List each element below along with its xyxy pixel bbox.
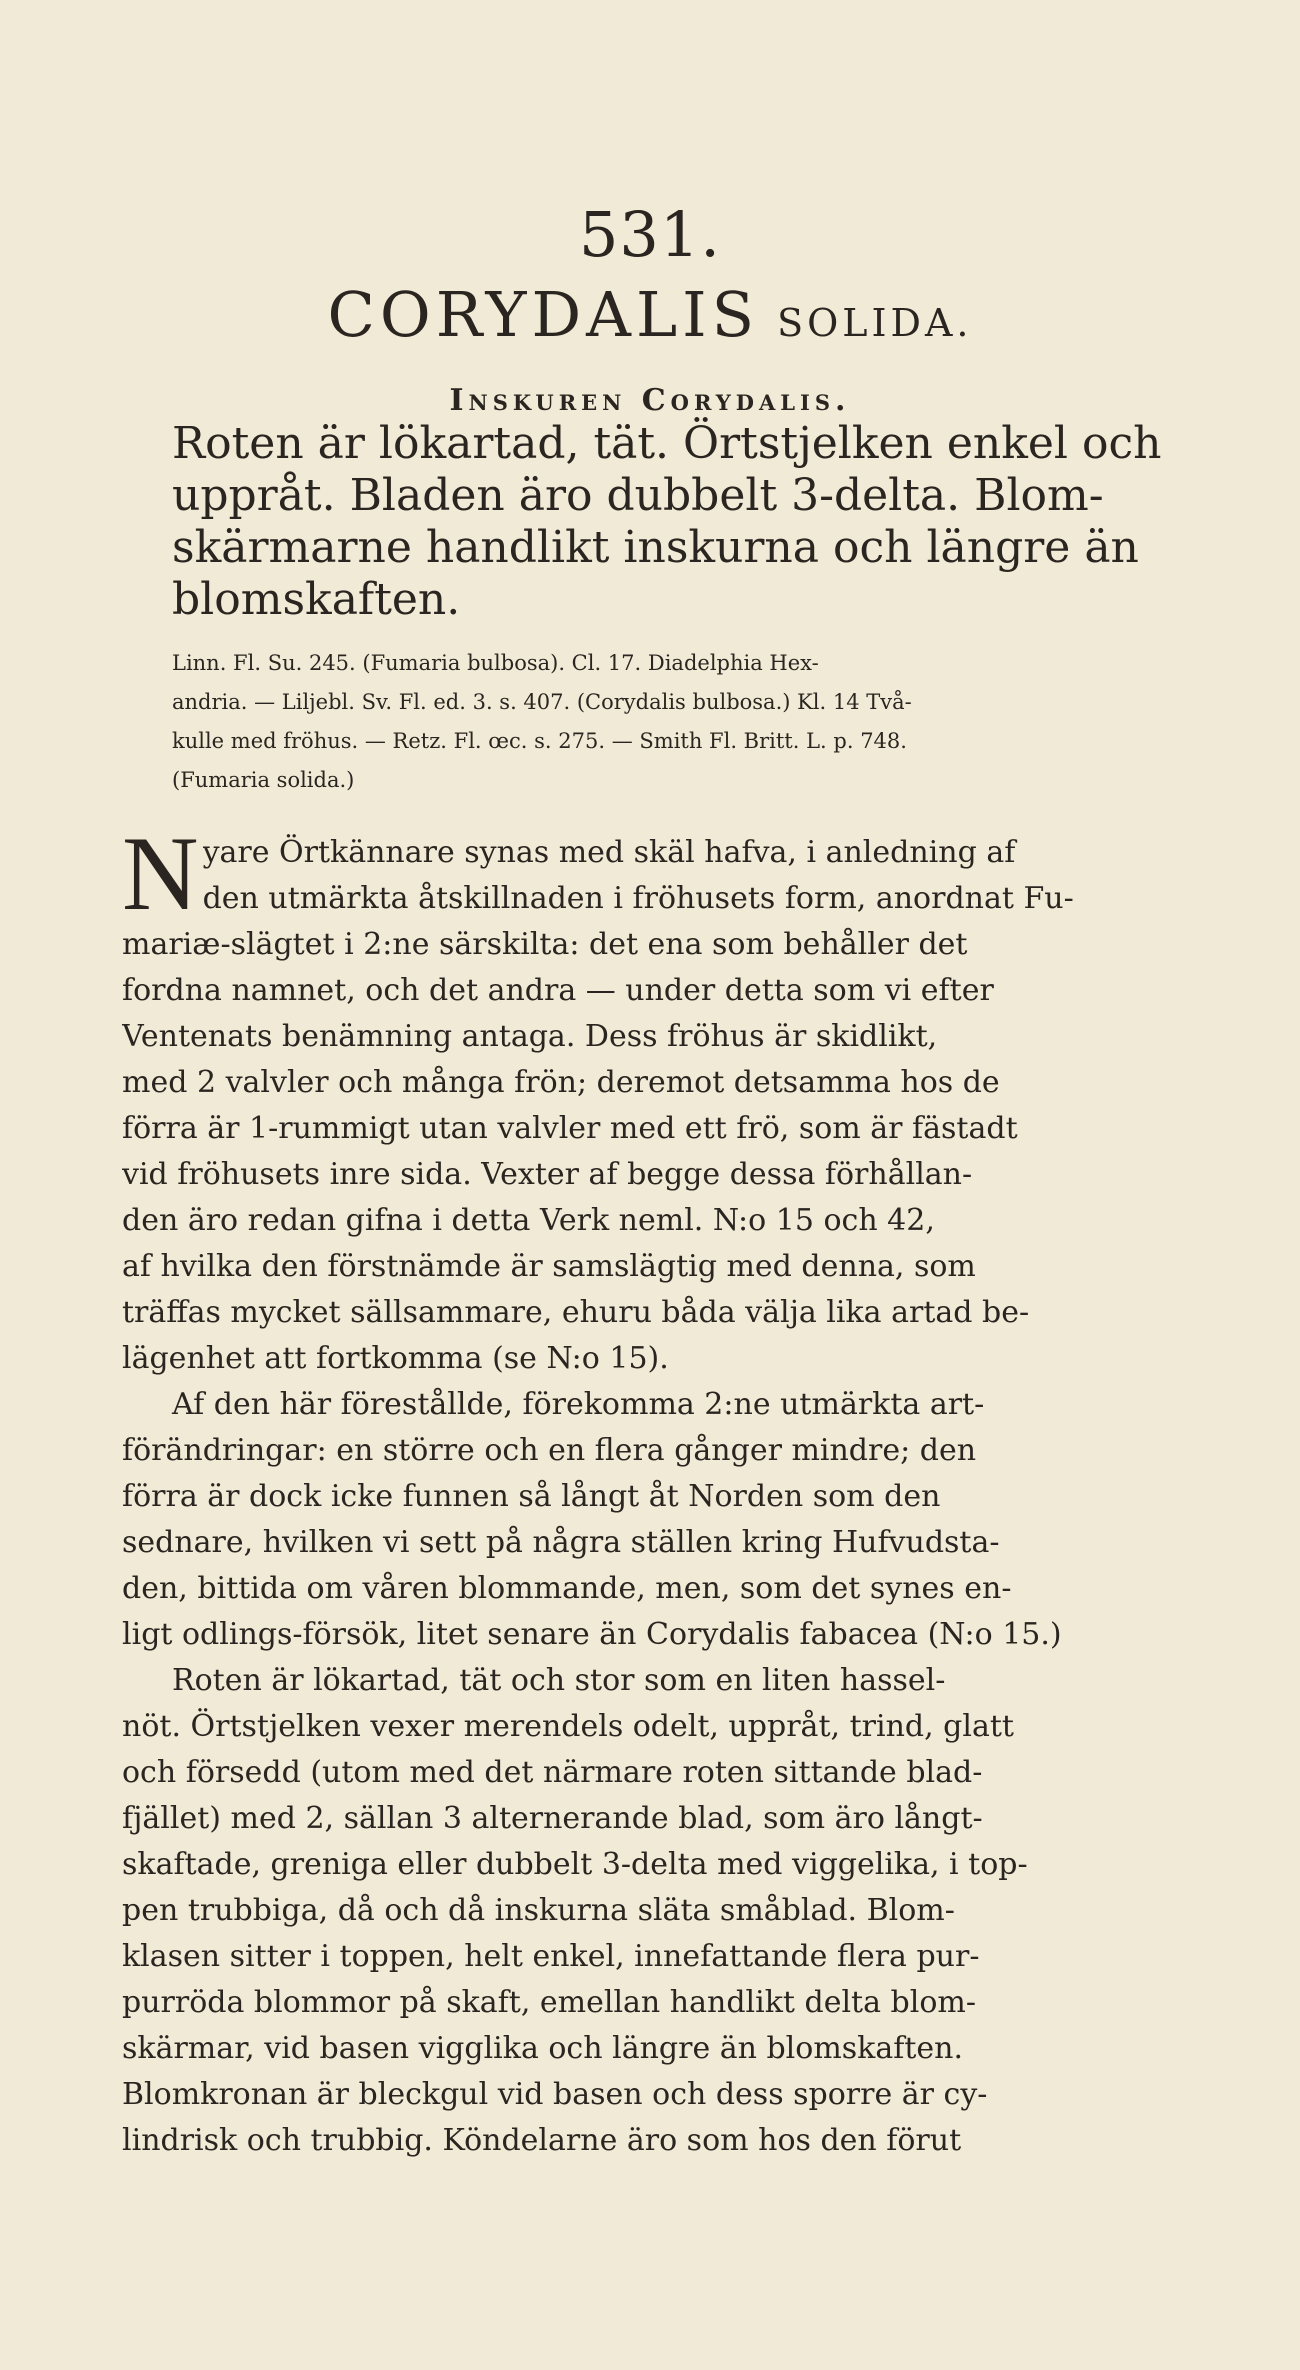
body-line: förra är dock icke funnen så långt åt Norden som den xyxy=(122,1479,941,1514)
title-genus: CORYDALIS xyxy=(327,278,760,351)
vernacular-name: Inskuren Corydalis. xyxy=(449,383,851,418)
body-line: den utmärkta åtskillnaden i fröhusets form, anordnat Fu- xyxy=(202,881,1074,916)
description-text xyxy=(122,815,1292,2164)
body-line: Roten är lökartad, tät och stor som en liten hassel- xyxy=(172,1663,946,1698)
body-line: lindrisk och trubbig. Köndelarne äro som hos den förut xyxy=(122,2123,962,2158)
body-line: fordna namnet, och det andra — under detta som vi efter xyxy=(122,973,994,1008)
body-line: fjället) med 2, sällan 3 alternerande blad, som äro långt- xyxy=(122,1801,983,1836)
body-line: yare Örtkännare synas med skäl hafva, i anledning af xyxy=(202,835,1016,870)
reference-line: kulle med fröhus. — Retz. Fl. œc. s. 275. — Smith Fl. Britt. L. p. 748. xyxy=(172,729,907,753)
body-line: pen trubbiga, då och då inskurna släta småblad. Blom- xyxy=(122,1893,955,1928)
body-line: och försedd (utom med det närmare roten sittande blad- xyxy=(122,1755,983,1790)
title-species: SOLIDA. xyxy=(777,301,973,345)
body-line: klasen sitter i toppen, helt enkel, innefattande flera pur- xyxy=(122,1939,980,1974)
body-line: Ventenats benämning antaga. Dess fröhus är skidlikt, xyxy=(122,1019,938,1054)
body-line: den, bittida om våren blommande, men, som det synes en- xyxy=(122,1571,1012,1606)
body-line: sednare, hvilken vi sett på några ställen kring Hufvudsta- xyxy=(122,1525,1000,1560)
body-line: träffas mycket sällsammare, ehuru båda välja lika artad be- xyxy=(122,1295,1030,1330)
body-line: med 2 valvler och många frön; deremot detsamma hos de xyxy=(122,1065,1000,1100)
references-block xyxy=(172,644,1287,800)
diagnosis-line: blomskaften. xyxy=(172,574,461,625)
body-line: förra är 1-rummigt utan valvler med ett frö, som är fästadt xyxy=(122,1111,1018,1146)
body-line: mariæ-slägtet i 2:ne särskilta: det ena som behåller det xyxy=(122,927,968,962)
body-line: den äro redan gifna i detta Verk neml. N:o 15 och 42, xyxy=(122,1203,935,1238)
page-number: 531. xyxy=(578,198,722,271)
reference-line: (Fumaria solida.) xyxy=(172,768,355,792)
body-line: Blomkronan är bleckgul vid basen och dess sporre är cy- xyxy=(122,2077,988,2112)
diagnosis-line: uppråt. Bladen äro dubbelt 3-delta. Blom- xyxy=(172,470,1104,521)
body-line: vid fröhusets inre sida. Vexter af begge dessa förhållan- xyxy=(122,1157,973,1192)
reference-line: andria. — Liljebl. Sv. Fl. ed. 3. s. 407. (Corydalis bulbosa.) Kl. 14 Två- xyxy=(172,690,912,714)
body-line: purröda blommor på skaft, emellan handlikt delta blom- xyxy=(122,1985,976,2020)
body-line: skaftade, greniga eller dubbelt 3-delta med viggelika, i top- xyxy=(122,1847,1028,1882)
body-line: lägenhet att fortkomma (se N:o 15). xyxy=(122,1341,669,1376)
body-line: förändringar: en större och en flera gånger mindre; den xyxy=(122,1433,977,1468)
body-line: nöt. Örtstjelken vexer merendels odelt, uppråt, trind, glatt xyxy=(122,1709,1014,1744)
diagnosis-paragraph xyxy=(172,418,1300,626)
reference-line: Linn. Fl. Su. 245. (Fumaria bulbosa). Cl. 17. Diadelphia Hex- xyxy=(172,651,819,675)
body-line: skärmar, vid basen vigglika och längre än blomskaften. xyxy=(122,2031,964,2066)
body-line: af hvilka den förstnämde är samslägtig med denna, som xyxy=(122,1249,976,1284)
species-title xyxy=(0,278,1300,351)
diagnosis-line: skärmarne handlikt inskurna och längre än xyxy=(172,522,1139,573)
body-line: Af den här förestållde, förekomma 2:ne utmärkta art- xyxy=(172,1387,985,1422)
drop-cap: N xyxy=(122,815,199,932)
diagnosis-line: Roten är lökartad, tät. Örtstjelken enkel och xyxy=(172,418,1162,469)
body-line: ligt odlings-försök, litet senare än Corydalis fabacea (N:o 15.) xyxy=(122,1617,1062,1652)
